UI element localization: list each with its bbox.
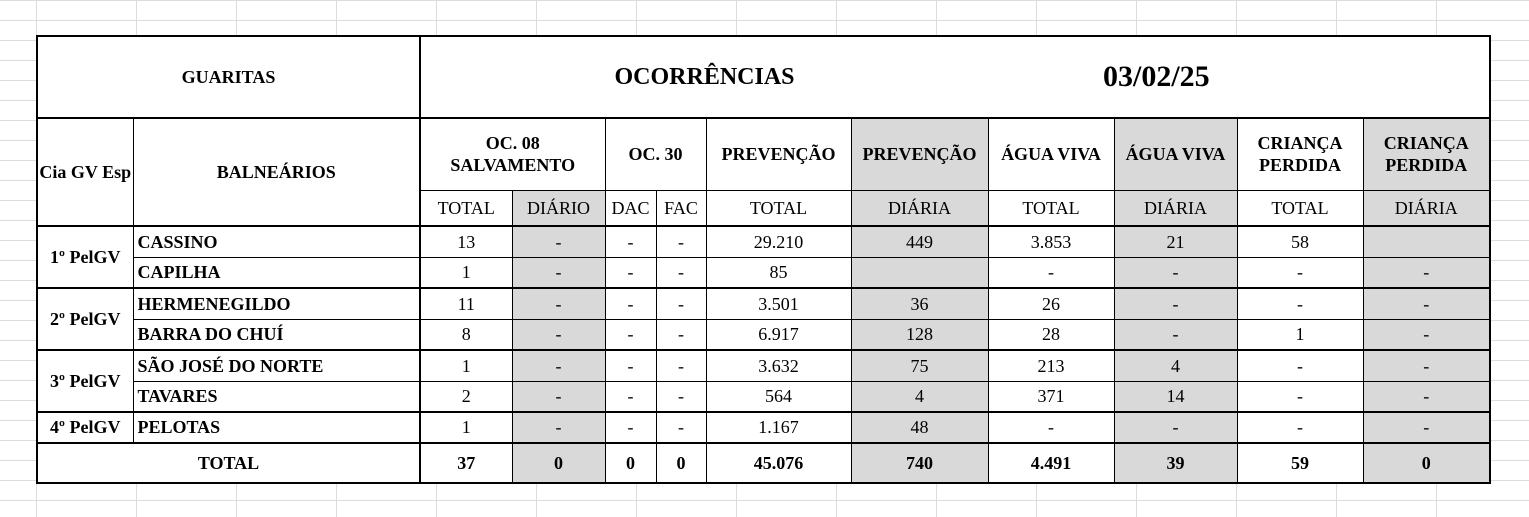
balneario-name: PELOTAS [133, 412, 420, 443]
fac-subheader: FAC [656, 190, 706, 226]
table-cell: - [988, 257, 1114, 288]
table-cell: - [605, 381, 656, 412]
table-cell: 29.210 [706, 226, 851, 257]
table-cell: - [512, 288, 605, 319]
agua-diaria-subheader: DIÁRIA [1114, 190, 1237, 226]
table-cell: 14 [1114, 381, 1237, 412]
table-cell: - [656, 350, 706, 381]
total-cell: 59 [1237, 443, 1363, 483]
oc08-total-subheader: TOTAL [420, 190, 512, 226]
prev-total-subheader: TOTAL [706, 190, 851, 226]
total-cell: 0 [605, 443, 656, 483]
ocorrencias-title: OCORRÊNCIAS [420, 36, 988, 118]
total-cell: 37 [420, 443, 512, 483]
agua-viva-diaria-header: ÁGUA VIVA [1114, 118, 1237, 190]
cia-header: Cia GV Esp [37, 118, 133, 226]
table-cell: 6.917 [706, 319, 851, 350]
crianca-diaria-header: CRIANÇA PERDIDA [1363, 118, 1490, 190]
total-cell: 0 [512, 443, 605, 483]
crianca-diaria-subheader: DIÁRIA [1363, 190, 1490, 226]
table-cell: 449 [851, 226, 988, 257]
table-cell: - [512, 319, 605, 350]
table-cell: 564 [706, 381, 851, 412]
table-cell: 58 [1237, 226, 1363, 257]
report-date: 03/02/25 [988, 36, 1490, 118]
table-cell: 13 [420, 226, 512, 257]
group-label: 1º PelGV [37, 226, 133, 288]
table-cell: 48 [851, 412, 988, 443]
crianca-total-subheader: TOTAL [1237, 190, 1363, 226]
table-cell [851, 257, 988, 288]
balneario-name: CAPILHA [133, 257, 420, 288]
balneario-name: CASSINO [133, 226, 420, 257]
table-cell: - [1237, 350, 1363, 381]
table-cell: - [512, 381, 605, 412]
table-cell: 1 [1237, 319, 1363, 350]
total-cell: 39 [1114, 443, 1237, 483]
table-cell: - [1237, 288, 1363, 319]
table-cell: - [1237, 257, 1363, 288]
table-cell: 21 [1114, 226, 1237, 257]
total-cell: 45.076 [706, 443, 851, 483]
crianca-header: CRIANÇA PERDIDA [1237, 118, 1363, 190]
table-cell: 3.853 [988, 226, 1114, 257]
balnearios-header: BALNEÁRIOS [133, 118, 420, 226]
oc08-header: OC. 08 SALVAMENTO [420, 118, 605, 190]
table-cell: 4 [851, 381, 988, 412]
table-cell: - [1363, 381, 1490, 412]
table-cell: - [605, 350, 656, 381]
table-cell: - [1114, 257, 1237, 288]
table-cell: - [1114, 412, 1237, 443]
table-cell: 3.632 [706, 350, 851, 381]
table-cell: - [1363, 412, 1490, 443]
oc30-header: OC. 30 [605, 118, 706, 190]
table-cell: - [605, 257, 656, 288]
table-cell: - [512, 350, 605, 381]
prevencao-header: PREVENÇÃO [706, 118, 851, 190]
table-cell: 371 [988, 381, 1114, 412]
table-cell: 28 [988, 319, 1114, 350]
total-cell: 4.491 [988, 443, 1114, 483]
table-cell: - [512, 226, 605, 257]
table-cell: 8 [420, 319, 512, 350]
ocorrencias-table [36, 35, 1491, 484]
balneario-name: HERMENEGILDO [133, 288, 420, 319]
table-cell: - [1363, 288, 1490, 319]
table-cell: - [605, 319, 656, 350]
guaritas-header: GUARITAS [37, 36, 420, 118]
table-cell: 213 [988, 350, 1114, 381]
table-cell: - [656, 319, 706, 350]
table-cell: - [1114, 288, 1237, 319]
table-cell: - [656, 288, 706, 319]
table-cell: - [656, 257, 706, 288]
total-cell: 0 [656, 443, 706, 483]
agua-total-subheader: TOTAL [988, 190, 1114, 226]
total-cell: 740 [851, 443, 988, 483]
total-cell: 0 [1363, 443, 1490, 483]
table-cell: 4 [1114, 350, 1237, 381]
balneario-name: SÃO JOSÉ DO NORTE [133, 350, 420, 381]
table-cell [1363, 226, 1490, 257]
prevencao-diaria-header: PREVENÇÃO [851, 118, 988, 190]
table-cell: - [605, 412, 656, 443]
table-cell: 1.167 [706, 412, 851, 443]
table-cell: 11 [420, 288, 512, 319]
table-cell: - [605, 288, 656, 319]
total-label: TOTAL [37, 443, 420, 483]
table-cell: 1 [420, 257, 512, 288]
group-label: 2º PelGV [37, 288, 133, 350]
table-cell: 3.501 [706, 288, 851, 319]
table-cell: - [1237, 381, 1363, 412]
table-cell: 2 [420, 381, 512, 412]
table-cell: 36 [851, 288, 988, 319]
oc08-diario-subheader: DIÁRIO [512, 190, 605, 226]
balneario-name: TAVARES [133, 381, 420, 412]
table-cell: 128 [851, 319, 988, 350]
table-cell: - [1363, 257, 1490, 288]
table-cell: - [1363, 350, 1490, 381]
balneario-name: BARRA DO CHUÍ [133, 319, 420, 350]
agua-viva-header: ÁGUA VIVA [988, 118, 1114, 190]
table-cell: - [512, 412, 605, 443]
table-cell: - [656, 381, 706, 412]
table-cell: - [605, 226, 656, 257]
dac-subheader: DAC [605, 190, 656, 226]
table-cell: - [656, 412, 706, 443]
table-cell: - [1114, 319, 1237, 350]
table-cell: - [1237, 412, 1363, 443]
table-cell: 85 [706, 257, 851, 288]
table-cell: 1 [420, 412, 512, 443]
table-cell: - [1363, 319, 1490, 350]
table-cell: - [988, 412, 1114, 443]
table-cell: - [656, 226, 706, 257]
table-cell: 26 [988, 288, 1114, 319]
table-cell: 75 [851, 350, 988, 381]
group-label: 4º PelGV [37, 412, 133, 443]
group-label: 3º PelGV [37, 350, 133, 412]
table-cell: - [512, 257, 605, 288]
table-cell: 1 [420, 350, 512, 381]
prev-diaria-subheader: DIÁRIA [851, 190, 988, 226]
